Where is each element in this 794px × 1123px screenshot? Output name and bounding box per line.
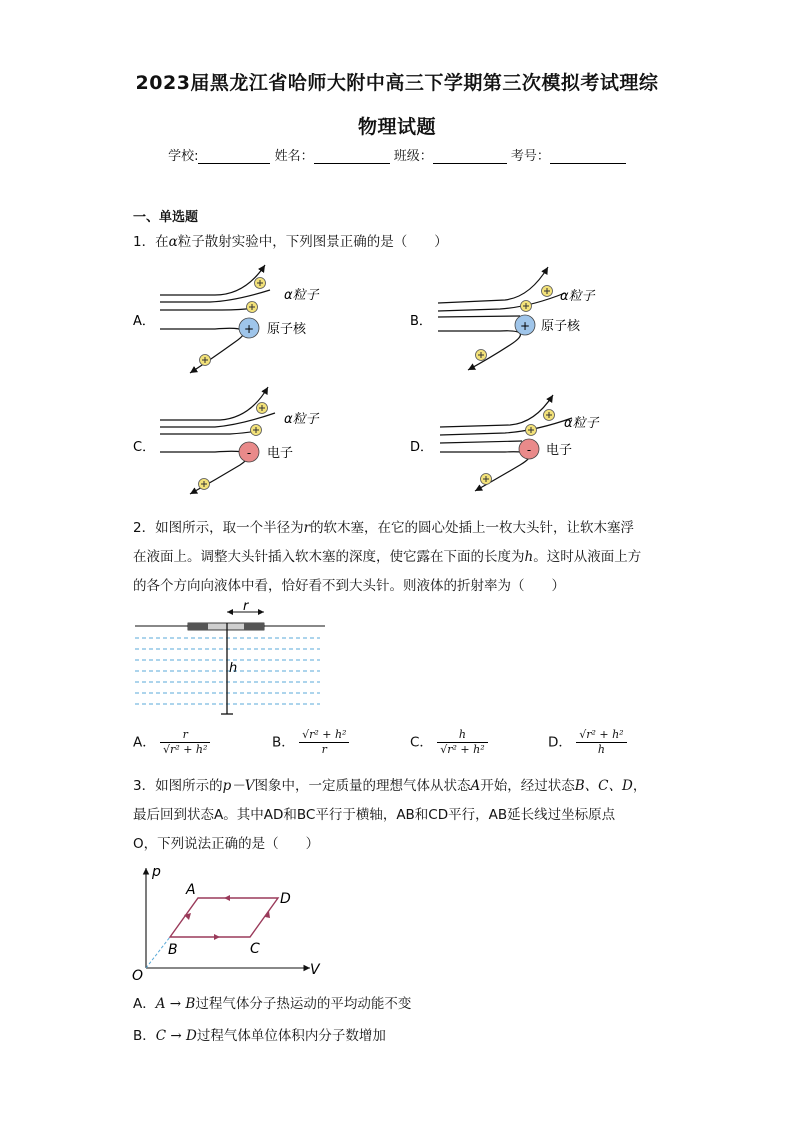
q2-line-1 xyxy=(133,514,673,543)
q2-text: 2．如图所示，取一个半径为 xyxy=(133,520,304,536)
q1-option-a[interactable] xyxy=(133,265,320,373)
particle-label: α粒子 xyxy=(284,288,319,303)
alpha-particle-icon xyxy=(199,479,210,490)
label-b: B xyxy=(168,942,178,958)
q2-option-a[interactable] xyxy=(133,728,210,757)
q1-stem-number: 1．在 xyxy=(133,234,169,250)
center-sign: + xyxy=(243,322,255,336)
option-letter: D． xyxy=(548,734,572,751)
name-label: 姓名： xyxy=(274,149,314,164)
q1-stem-text: 粒子散射实验中，下列图景正确的是（ ） xyxy=(177,234,448,250)
q3-pv-figure xyxy=(130,858,330,983)
q1-option-a-letter: A． xyxy=(133,314,155,329)
center-label: 原子核 xyxy=(267,322,307,337)
question-3-stem xyxy=(133,772,673,859)
student-info-line xyxy=(0,145,794,164)
option-fraction xyxy=(576,728,626,757)
particle-label: α粒子 xyxy=(564,416,599,431)
q1-option-c[interactable] xyxy=(133,387,320,494)
q2-figure xyxy=(130,600,330,720)
q3-text: 3．如图所示的 xyxy=(133,778,223,794)
cycle-path xyxy=(170,898,278,937)
question-1-stem xyxy=(133,232,673,252)
q3-line-1 xyxy=(133,772,673,801)
question-2-stem xyxy=(133,514,673,601)
alpha-particle-icon xyxy=(200,355,211,366)
q1-figure xyxy=(0,255,794,505)
q3-pv: p－V xyxy=(222,778,255,794)
fraction-denominator: √r² + h² xyxy=(163,743,208,756)
label-d: D xyxy=(280,891,291,907)
q3-state-a: A xyxy=(470,778,481,794)
center-sign: - xyxy=(526,443,532,457)
alpha-particle-icon xyxy=(544,410,555,421)
q1-option-b[interactable] xyxy=(410,267,596,370)
name-blank xyxy=(314,149,390,164)
alpha-particle-icon xyxy=(526,425,537,436)
particle-label: α粒子 xyxy=(560,289,595,304)
alpha-particle-icon xyxy=(476,350,487,361)
option-text: 过程气体分子热运动的平均动能不变 xyxy=(195,996,412,1012)
q2-option-d[interactable] xyxy=(548,728,627,757)
option-fraction xyxy=(160,728,210,757)
section-heading: 一、单选题 xyxy=(133,210,199,225)
center-sign: + xyxy=(519,319,531,333)
option-fraction xyxy=(437,728,487,757)
q3-line-2: 最后回到状态A。其中AD和BC平行于横轴，AB和CD平行，AB延长线过坐标原点 xyxy=(133,807,616,823)
label-p: p xyxy=(152,864,161,880)
arrow-bc xyxy=(214,934,220,940)
q1-alpha-symbol: α xyxy=(168,234,178,250)
fig-label-r: r xyxy=(243,600,249,614)
q3-text: ， xyxy=(632,778,647,794)
alpha-particle-icon xyxy=(247,302,258,313)
q3-text: 开始，经过状态 xyxy=(480,778,575,794)
alpha-particle-icon xyxy=(481,474,492,485)
q2-line-2 xyxy=(133,543,673,572)
q2-var-r: r xyxy=(303,520,311,536)
class-label: 班级： xyxy=(393,149,433,164)
label-a: A xyxy=(186,882,196,898)
fraction-denominator: r xyxy=(321,743,327,756)
page-title: 2023届黑龙江省哈师大附中高三下学期第三次模拟考试理综 xyxy=(135,72,659,94)
option-letter: A． xyxy=(133,996,156,1012)
label-c: C xyxy=(250,941,260,957)
fig-label-h: h xyxy=(229,661,238,676)
number-label: 考号： xyxy=(510,149,550,164)
label-v: V xyxy=(310,962,320,978)
alpha-particle-icon xyxy=(257,403,268,414)
option-expr: C → D xyxy=(155,1028,197,1044)
q3-states: B、C、D xyxy=(574,778,633,794)
q3-option-b[interactable] xyxy=(133,1024,386,1044)
fraction-numerator: √r² + h² xyxy=(576,728,626,743)
q2-text: 在液面上。调整大头针插入软木塞的深度，使它露在下面的长度为 xyxy=(133,549,525,565)
label-o: O xyxy=(132,968,144,983)
option-text: 过程气体单位体积内分子数增加 xyxy=(196,1028,386,1044)
q2-line-3: 的各个方向向液体中看，恰好看不到大头针。则液体的折射率为（ ） xyxy=(133,578,565,594)
center-label: 电子 xyxy=(267,446,294,461)
particle-label: α粒子 xyxy=(284,412,319,427)
fraction-denominator: h xyxy=(597,743,605,756)
q3-line-3: O，下列说法正确的是（ ） xyxy=(133,836,320,852)
q2-var-h: h xyxy=(524,549,534,565)
alpha-particle-icon xyxy=(255,278,266,289)
option-letter: A． xyxy=(133,734,156,751)
school-label: 学校: xyxy=(168,149,199,164)
option-fraction xyxy=(299,728,349,757)
number-blank xyxy=(550,149,626,164)
option-letter: B． xyxy=(272,734,295,751)
fraction-denominator: √r² + h² xyxy=(440,743,485,756)
arrow-da xyxy=(224,895,230,901)
option-expr: A → B xyxy=(155,996,196,1012)
q2-text: 的软木塞，在它的圆心处插上一枚大头针，让软木塞浮 xyxy=(310,520,635,536)
q3-text: 图象中，一定质量的理想气体从状态 xyxy=(254,778,471,794)
alpha-particle-icon xyxy=(542,286,553,297)
center-label: 电子 xyxy=(546,443,573,458)
q2-text: 。这时从液面上方 xyxy=(533,549,642,565)
fraction-numerator: r xyxy=(160,728,210,743)
q1-option-d-letter: D． xyxy=(410,440,434,455)
center-label: 原子核 xyxy=(541,319,581,334)
school-blank xyxy=(198,149,270,164)
alpha-particle-icon xyxy=(251,425,262,436)
q1-option-c-letter: C． xyxy=(133,440,156,455)
fraction-numerator: h xyxy=(437,728,487,743)
q2-option-c[interactable] xyxy=(410,728,488,757)
q1-option-d[interactable] xyxy=(410,395,600,491)
class-blank xyxy=(433,149,507,164)
alpha-particle-icon xyxy=(521,301,532,312)
q2-option-b[interactable] xyxy=(272,728,349,757)
ab-extension xyxy=(146,937,170,968)
center-sign: - xyxy=(246,446,252,460)
fraction-numerator: √r² + h² xyxy=(299,728,349,743)
q1-option-b-letter: B． xyxy=(410,314,432,329)
option-letter: B． xyxy=(133,1028,156,1044)
option-letter: C． xyxy=(410,734,433,751)
q3-option-a[interactable] xyxy=(133,992,411,1012)
page-subtitle: 物理试题 xyxy=(357,116,436,138)
